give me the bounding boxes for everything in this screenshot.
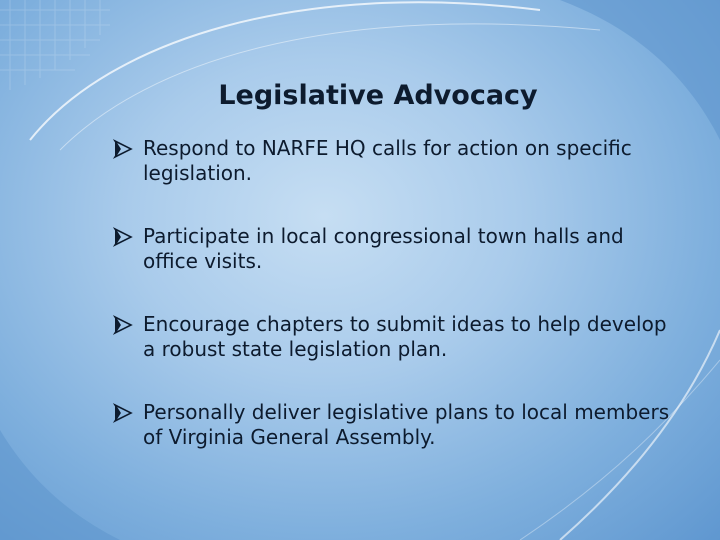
grid-texture: [0, 0, 110, 90]
bullet-text: Personally deliver legislative plans to local members of Virginia General Assembly.: [143, 400, 670, 449]
bullet-list: [113, 136, 673, 488]
corner-shade-bottom-left: [0, 430, 120, 540]
accent-curve-top: [30, 2, 540, 140]
arrow-bullet-icon: [113, 315, 133, 335]
bullet-item: [113, 136, 673, 186]
arrow-bullet-icon: [113, 227, 133, 247]
bullet-item: [113, 224, 673, 274]
bullet-text: Encourage chapters to submit ideas to help develop a robust state legislation plan.: [143, 312, 667, 361]
bullet-text: Participate in local congressional town halls and office visits.: [143, 224, 624, 273]
arrow-bullet-icon: [113, 403, 133, 423]
arrow-bullet-icon: [113, 139, 133, 159]
corner-shade-top-right: [560, 0, 720, 140]
bullet-item: [113, 312, 673, 362]
bullet-item: [113, 400, 673, 450]
slide-title: Legislative Advocacy: [218, 80, 538, 111]
bullet-text: Respond to NARFE HQ calls for action on specific legislation.: [143, 136, 632, 185]
